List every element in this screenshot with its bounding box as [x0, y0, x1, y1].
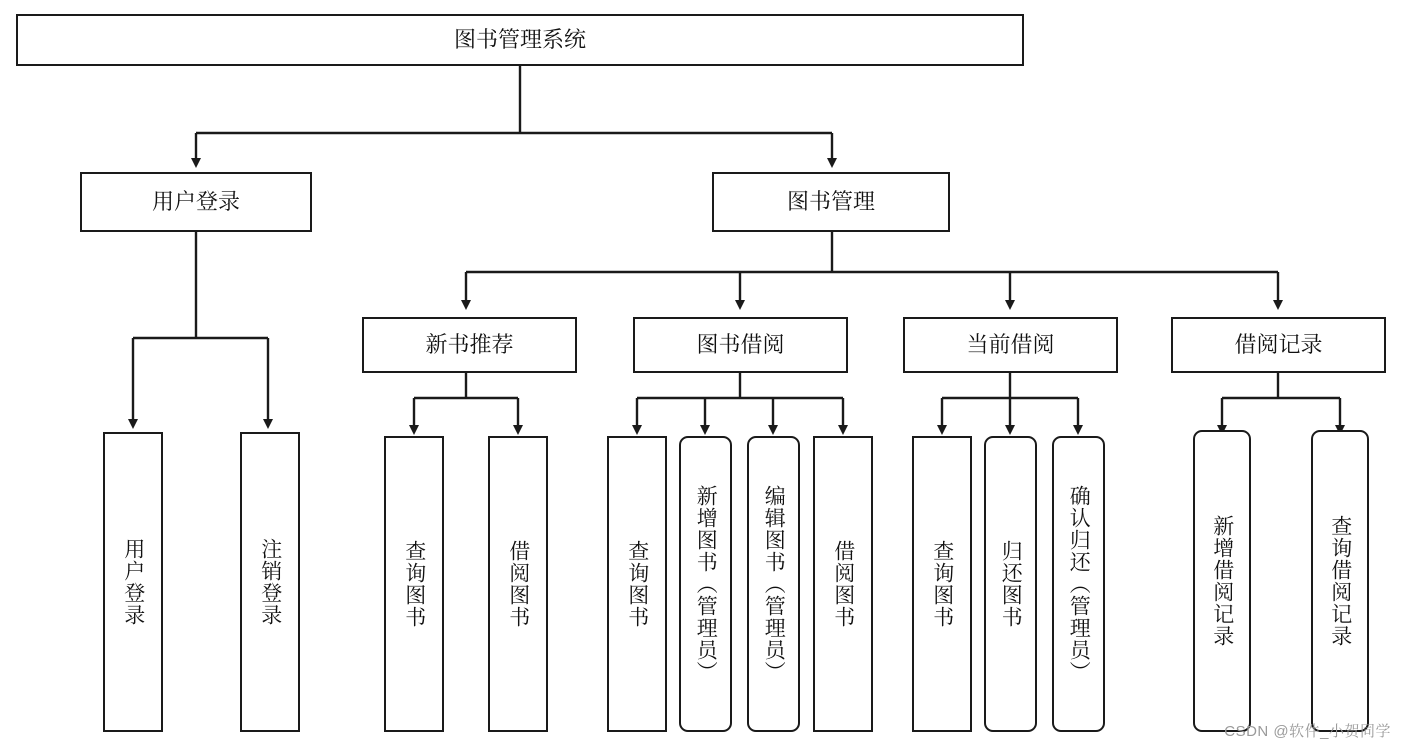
node-borrow-record-label: 借阅记录: [1234, 332, 1323, 358]
leaf-label: 新增借阅记录: [1210, 515, 1234, 647]
leaf-book-borrow-borrow[interactable]: [813, 436, 873, 732]
leaf-current-borrow-return[interactable]: [984, 436, 1037, 732]
node-new-book-recommend[interactable]: [362, 317, 577, 373]
leaf-current-borrow-confirm[interactable]: [1052, 436, 1105, 732]
node-current-borrow[interactable]: [903, 317, 1118, 373]
leaf-book-borrow-add[interactable]: [679, 436, 732, 732]
leaf-label: 借阅图书: [506, 540, 530, 628]
leaf-borrow-record-query[interactable]: [1311, 430, 1369, 732]
leaf-book-borrow-query[interactable]: [607, 436, 667, 732]
node-borrow-record[interactable]: [1171, 317, 1386, 373]
leaf-user-login-logout[interactable]: [240, 432, 300, 732]
watermark-text: CSDN @软件_小贺同学: [1224, 723, 1391, 740]
leaf-label: 借阅图书: [831, 540, 855, 628]
leaf-label: 用户登录: [121, 538, 145, 626]
leaf-label: 新增图书（管理员）: [694, 485, 718, 683]
node-user-login[interactable]: [80, 172, 312, 232]
leaf-label: 查询图书: [930, 540, 954, 628]
node-root-label: 图书管理系统: [453, 27, 586, 53]
node-root[interactable]: [16, 14, 1024, 66]
node-new-book-recommend-label: 新书推荐: [425, 332, 514, 358]
node-current-borrow-label: 当前借阅: [966, 332, 1055, 358]
leaf-book-borrow-edit[interactable]: [747, 436, 800, 732]
leaf-label: 编辑图书（管理员）: [762, 485, 786, 683]
leaf-label: 查询借阅记录: [1328, 515, 1352, 647]
node-book-management-label: 图书管理: [786, 189, 875, 215]
leaf-new-book-query[interactable]: [384, 436, 444, 732]
node-book-management[interactable]: [712, 172, 950, 232]
leaf-label: 归还图书: [999, 540, 1023, 628]
node-book-borrow-label: 图书借阅: [696, 332, 785, 358]
leaf-new-book-borrow[interactable]: [488, 436, 548, 732]
node-book-borrow[interactable]: [633, 317, 848, 373]
leaf-label: 查询图书: [625, 540, 649, 628]
leaf-label: 确认归还（管理员）: [1067, 485, 1091, 683]
leaf-label: 查询图书: [402, 540, 426, 628]
leaf-user-login-login[interactable]: [103, 432, 163, 732]
leaf-borrow-record-add[interactable]: [1193, 430, 1251, 732]
leaf-label: 注销登录: [258, 538, 282, 626]
leaf-current-borrow-query[interactable]: [912, 436, 972, 732]
node-user-login-label: 用户登录: [151, 189, 240, 215]
